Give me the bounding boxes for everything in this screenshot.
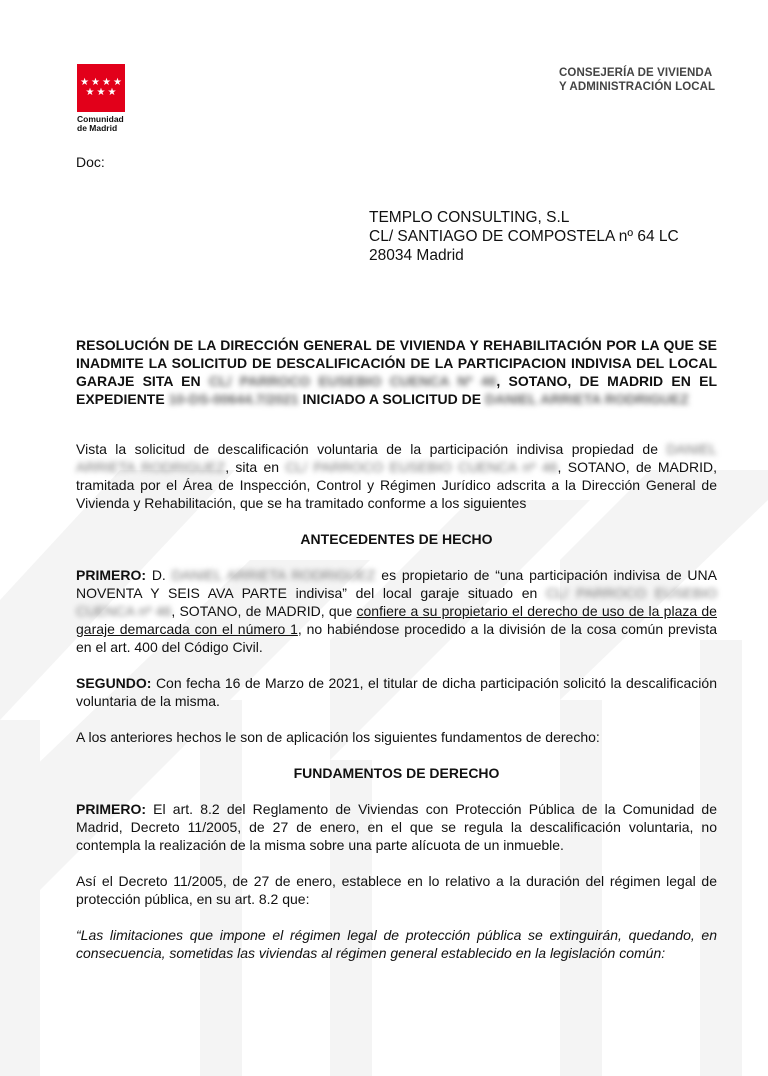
decreto-paragraph: Así el Decreto 11/2005, de 27 de enero, establece en lo relativo a la duración del régimen legal de protección pública, en su art. 8.2 que:: [76, 873, 717, 907]
redacted-name: DANIEL ARRIETA RODRIGUEZ: [171, 567, 376, 583]
recipient-city: 28034 Madrid: [369, 247, 464, 264]
department-header: [559, 66, 715, 94]
redacted-name: DANIEL ARRIETA RODRIGUEZ: [76, 441, 717, 475]
redacted-address: CL/ PARROCO EUSEBIO CUENCA Nº 46: [208, 373, 497, 389]
transition-paragraph: A los anteriores hechos le son de aplicación los siguientes fundamentos de derecho:: [76, 729, 600, 745]
intro-paragraph: Vista la solicitud de descalificación voluntaria de la participación indivisa propiedad de DANIEL ARRIETA RODRIGUEZ, sita en CL/ PARROCO EUSEBIO CUENCA nº 46, SOTANO, de MADRID, tramitada por el Área de Inspección, Control y Régimen Jurídico adscrita a la Dirección General de Vivienda y Rehabilitación, que se ha tramitado conforme a los siguientes: [76, 441, 718, 511]
doc-label: Doc:: [76, 154, 105, 170]
fundamentos-primero: PRIMERO: El art. 8.2 del Reglamento de Viviendas con Protección Pública de la Comunidad de Madrid, Decreto 11/2005, de 27 de enero, en el que se regula la descalificación voluntaria, no contempla la realización de la misma sobre una parte alícuota de un inmueble.: [76, 801, 717, 853]
antecedentes-heading: ANTECEDENTES DE HECHO: [300, 531, 493, 547]
recipient-address: CL/ SANTIAGO DE COMPOSTELA nº 64 LC: [369, 228, 679, 245]
logo-flag: ★ ★ ★ ★ ★ ★ ★: [77, 64, 125, 112]
fundamentos-heading: FUNDAMENTOS DE DERECHO: [293, 765, 500, 781]
comunidad-madrid-logo: [77, 64, 129, 133]
redacted-address: CL/ PARROCO EUSEBIO CUENCA nº 46: [76, 585, 718, 619]
underlined-clause: confiere a su propietario el derecho de uso de la plaza de garaje demarcada con el número 1: [76, 603, 717, 637]
recipient-block: [369, 208, 679, 265]
document-body: [76, 336, 717, 980]
recipient-name: TEMPLO CONSULTING, S.L: [369, 209, 570, 226]
redacted-file-number: 10-DS-00644.7/2021: [168, 391, 299, 407]
redacted-address: CL/ PARROCO EUSEBIO CUENCA nº 46: [285, 459, 558, 475]
antecedentes-primero: PRIMERO: D. DANIEL ARRIETA RODRIGUEZ es propietario de “una participación indivisa de UNA NOVENTA Y SEIS AVA PARTE indivisa” del local garaje situado en CL/ PARROCO EUSEBIO CUENCA nº 46, SOTANO, de MADRID, que confiere a su propietario el derecho de uso de la plaza de garaje demarcada con el número 1, no habiéndose procedido a la división de la cosa común prevista en el art. 400 del Código Civil.: [76, 567, 718, 655]
antecedentes-segundo: SEGUNDO: Con fecha 16 de Marzo de 2021, el titular de dicha participación solicitó la descalificación voluntaria de la misma.: [76, 675, 717, 709]
quoted-article: “Las limitaciones que impone el régimen legal de protección pública se extinguirán, quedando, en consecuencia, sometidas las viviendas al régimen general establecido en la legislación común:: [76, 927, 717, 961]
logo-caption: Comunidad de Madrid: [77, 114, 124, 133]
department-line-1: CONSEJERÍA DE VIVIENDA: [559, 67, 713, 79]
department-line-2: Y ADMINISTRACIÓN LOCAL: [559, 81, 716, 93]
resolution-title: RESOLUCIÓN DE LA DIRECCIÓN GENERAL DE VIVIENDA Y REHABILITACIÓN POR LA QUE SE INADMITE LA SOLICITUD DE DESCALIFICACIÓN DE LA PARTICIPACION INDIVISA DEL LOCAL GARAJE SITA EN CL/ PARROCO EUSEBIO CUENCA Nº 46, SOTANO, DE MADRID EN EL EXPEDIENTE 10-DS-00644.7/2021 INICIADO A SOLICITUD DE DANIEL ARRIETA RODRIGUEZ: [76, 337, 718, 407]
redacted-name: DANIEL ARRIETA RODRIGUEZ: [485, 391, 689, 407]
